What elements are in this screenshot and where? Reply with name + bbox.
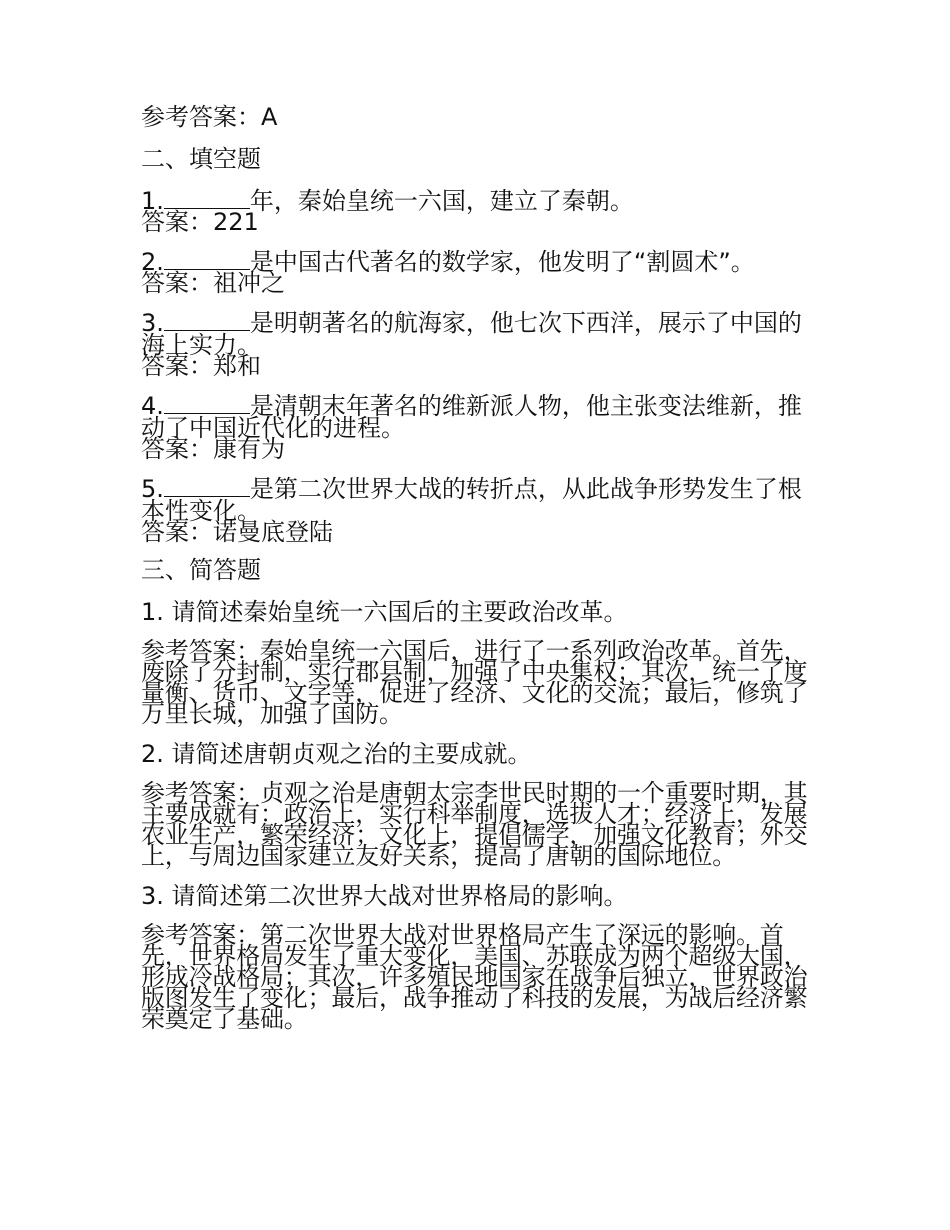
answer-blank xyxy=(164,476,250,497)
answer-blank xyxy=(164,188,250,209)
short-answer-1: 参考答案：秦始皇统一六国后，进行了一系列政治改革。首先，废除了分封制，实行郡县制，加强了中央集权；其次，统一了度量衡、货币、文字等，促进了经济、文化的交流；最后，修筑了万里长城，加强了国防。 xyxy=(141,637,808,728)
fill-answer: 答案：祖冲之 xyxy=(141,269,285,297)
short-question-2: 2. 请简述唐朝贞观之治的主要成就。 xyxy=(141,740,532,768)
fill-item-1 xyxy=(141,187,811,236)
document-content xyxy=(141,103,811,1033)
section-fill-blank-title: 二、填空题 xyxy=(141,145,261,173)
fill-question-text: 是清朝末年著名的维新派人物，他主张变法维新，推动了中国近代化的进程。 xyxy=(141,392,802,442)
answer-blank xyxy=(164,393,250,414)
mc-answer: 参考答案：A xyxy=(141,103,278,131)
fill-item-2 xyxy=(141,248,811,297)
answer-blank xyxy=(164,310,250,331)
fill-question-text: 年，秦始皇统一六国，建立了秦朝。 xyxy=(249,187,634,215)
fill-question-text: 是明朝著名的航海家，他七次下西洋，展示了中国的海上实力。 xyxy=(141,309,802,359)
fill-number: 4. xyxy=(141,392,164,420)
fill-item-3 xyxy=(141,309,811,380)
fill-answer: 答案：康有为 xyxy=(141,435,285,463)
fill-question-text: 是中国古代著名的数学家，他发明了“割圆术”。 xyxy=(249,248,755,276)
section-short-answer-title: 三、简答题 xyxy=(141,556,261,584)
short-question-1: 1. 请简述秦始皇统一六国后的主要政治改革。 xyxy=(141,598,628,626)
fill-number: 5. xyxy=(141,475,164,503)
fill-question-text: 是第二次世界大战的转折点，从此战争形势发生了根本性变化。 xyxy=(141,475,802,525)
short-question-3: 3. 请简述第二次世界大战对世界格局的影响。 xyxy=(141,882,628,910)
fill-answer: 答案：221 xyxy=(141,208,259,236)
fill-answer: 答案：诺曼底登陆 xyxy=(141,518,333,546)
fill-number: 3. xyxy=(141,309,164,337)
fill-item-4 xyxy=(141,392,811,463)
fill-question xyxy=(141,392,811,442)
fill-question xyxy=(141,309,811,359)
short-answer-2: 参考答案：贞观之治是唐朝太宗李世民时期的一个重要时期，其主要成就有：政治上，实行科举制度，选拔人才；经济上，发展农业生产，繁荣经济；文化上，提倡儒学，加强文化教育；外交上，与周边国家建立友好关系，提高了唐朝的国际地位。 xyxy=(141,779,808,870)
fill-item-5 xyxy=(141,475,811,546)
fill-number: 1. xyxy=(141,187,164,215)
answer-blank xyxy=(164,249,250,270)
fill-answer: 答案：郑和 xyxy=(141,352,261,380)
fill-number: 2. xyxy=(141,248,164,276)
short-answer-3: 参考答案：第二次世界大战对世界格局产生了深远的影响。首先，世界格局发生了重大变化，美国、苏联成为两个超级大国，形成冷战格局；其次，许多殖民地国家在战争后独立，世界政治版图发生了变化；最后，战争推动了科技的发展，为战后经济繁荣奠定了基础。 xyxy=(141,921,808,1033)
fill-question xyxy=(141,475,811,525)
